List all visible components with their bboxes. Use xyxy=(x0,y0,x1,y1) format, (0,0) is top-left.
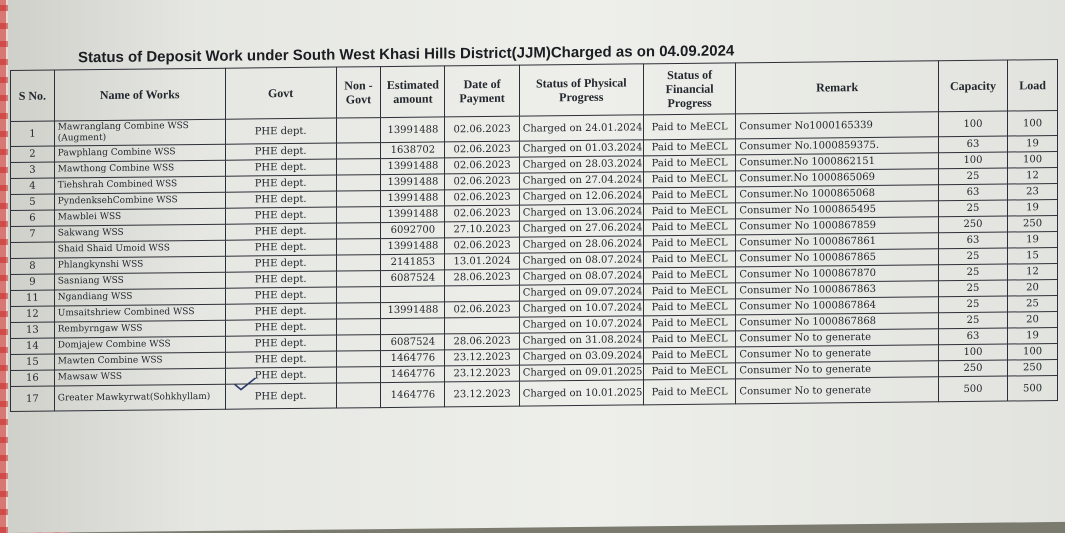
cell-non-govt xyxy=(336,175,381,191)
cell-govt: PHE dept. xyxy=(225,351,336,368)
cell-govt: PHE dept. xyxy=(225,159,336,176)
cell-name: Mawblei WSS xyxy=(54,208,225,226)
cell-financial: Paid to MeECL xyxy=(643,283,736,300)
cell-non-govt xyxy=(336,207,381,223)
cell-physical: Charged on 09.07.2024 xyxy=(519,284,643,301)
cell-sl: 11 xyxy=(11,290,55,306)
cell-physical: Charged on 31.08.2024 xyxy=(519,332,643,349)
cell-sl: 2 xyxy=(11,146,55,162)
document-sheet xyxy=(8,0,1065,533)
cell-remark: Consumer No.1000859375. xyxy=(736,137,938,155)
cell-capacity: 63 xyxy=(938,232,1007,249)
header-govt: Govt xyxy=(225,67,336,119)
cell-sl: 3 xyxy=(11,162,55,178)
cell-sl: 4 xyxy=(11,178,55,194)
cell-sl xyxy=(11,242,55,258)
cell-amount: 2141853 xyxy=(381,254,445,271)
cell-remark: Consumer No 1000867870 xyxy=(736,265,938,283)
cell-capacity: 100 xyxy=(938,111,1007,137)
cell-financial: Paid to MeECL xyxy=(643,187,736,204)
cell-date: 13.01.2024 xyxy=(445,253,519,270)
cell-load: 19 xyxy=(1008,200,1058,217)
cell-sl: 6 xyxy=(11,210,55,226)
cell-govt: PHE dept. xyxy=(225,223,336,240)
cell-govt: PHE dept. xyxy=(225,287,336,304)
cell-sl: 17 xyxy=(11,386,55,411)
cell-amount: 13991488 xyxy=(381,206,445,223)
cell-financial: Paid to MeECL xyxy=(643,114,736,140)
cell-non-govt xyxy=(336,118,381,143)
cell-load: 250 xyxy=(1008,360,1058,377)
header-sl: S No. xyxy=(11,70,55,121)
cell-sl: 12 xyxy=(11,306,55,322)
cell-govt: PHE dept. xyxy=(225,335,336,352)
cell-financial: Paid to MeECL xyxy=(643,171,736,188)
cell-remark: Consumer.No 1000865069 xyxy=(736,169,938,187)
cell-capacity: 250 xyxy=(938,360,1007,377)
cell-sl: 16 xyxy=(11,370,55,386)
cell-financial: Paid to MeECL xyxy=(643,331,736,348)
cell-govt: PHE dept. xyxy=(225,175,336,192)
document-title: Status of Deposit Work under South West Khasi Hills District(JJM)Charged as on 04.09.2024 xyxy=(78,42,735,67)
cell-load: 19 xyxy=(1008,136,1058,153)
cell-non-govt xyxy=(336,335,381,351)
cell-date: 02.06.2023 xyxy=(445,301,519,318)
cell-capacity: 63 xyxy=(938,184,1007,201)
cell-load: 15 xyxy=(1008,248,1058,265)
cell-amount: 13991488 xyxy=(381,302,445,319)
cell-sl: 13 xyxy=(11,322,55,338)
cell-govt: PHE dept. xyxy=(225,319,336,336)
cell-remark: Consumer No to generate xyxy=(736,377,938,404)
cell-non-govt xyxy=(336,239,381,255)
cell-capacity: 25 xyxy=(938,264,1007,281)
cell-govt: PHE dept. xyxy=(225,239,336,256)
cell-date: 23.12.2023 xyxy=(445,365,519,382)
cell-non-govt xyxy=(336,271,381,287)
cell-financial: Paid to MeECL xyxy=(643,299,736,316)
cell-physical: Charged on 24.01.2024 xyxy=(519,115,643,141)
cell-physical: Charged on 27.06.2024 xyxy=(519,220,643,237)
cell-capacity: 25 xyxy=(938,200,1007,217)
cell-name: Phlangkynshi WSS xyxy=(54,256,225,274)
cell-physical: Charged on 13.06.2024 xyxy=(519,204,643,221)
cell-physical: Charged on 10.07.2024 xyxy=(519,316,643,333)
cell-capacity: 63 xyxy=(938,136,1007,153)
cell-load: 12 xyxy=(1008,264,1058,281)
cell-physical: Charged on 01.03.2024 xyxy=(519,140,643,157)
header-financial: Status of Financial Progress xyxy=(643,63,736,115)
cell-name: Mawten Combine WSS xyxy=(54,352,225,370)
cell-amount: 6092700 xyxy=(381,222,445,239)
cell-name: Sasniang WSS xyxy=(54,272,225,290)
cell-date: 28.06.2023 xyxy=(445,333,519,350)
cell-govt: PHE dept. xyxy=(225,383,336,409)
header-date: Date of Payment xyxy=(445,65,519,117)
cell-govt: PHE dept. xyxy=(225,367,336,384)
cell-date: 27.10.2023 xyxy=(445,221,519,238)
cell-govt: PHE dept. xyxy=(225,271,336,288)
cell-physical: Charged on 09.01.2025 xyxy=(519,364,643,381)
cell-load: 100 xyxy=(1008,344,1058,361)
cell-amount: 13991488 xyxy=(381,117,445,143)
cell-name: Ngandiang WSS xyxy=(54,288,225,306)
cell-financial: Paid to MeECL xyxy=(643,379,736,405)
cell-financial: Paid to MeECL xyxy=(643,235,736,252)
cell-capacity: 25 xyxy=(938,168,1007,185)
cell-sl: 1 xyxy=(11,121,55,146)
cell-load: 20 xyxy=(1008,312,1058,329)
cell-non-govt xyxy=(336,223,381,239)
cell-name: PyndenksehCombine WSS xyxy=(54,192,225,210)
cell-name: Domjajew Combine WSS xyxy=(54,336,225,354)
cell-remark: Consumer No 1000867864 xyxy=(736,297,938,315)
cell-financial: Paid to MeECL xyxy=(643,315,736,332)
cell-capacity: 250 xyxy=(938,216,1007,233)
cell-remark: Consumer No 1000867863 xyxy=(736,281,938,299)
cell-date: 02.06.2023 xyxy=(445,189,519,206)
cell-date: 02.06.2023 xyxy=(445,116,519,142)
cell-physical: Charged on 10.07.2024 xyxy=(519,300,643,317)
cell-non-govt xyxy=(336,367,381,383)
cell-amount: 13991488 xyxy=(381,158,445,175)
cell-physical: Charged on 08.07.2024 xyxy=(519,268,643,285)
cell-sl: 5 xyxy=(11,194,55,210)
cell-date xyxy=(445,317,519,334)
cell-govt: PHE dept. xyxy=(225,303,336,320)
cell-date: 28.06.2023 xyxy=(445,269,519,286)
cell-name: Sakwang WSS xyxy=(54,224,225,242)
header-name: Name of Works xyxy=(54,68,225,121)
cell-load: 19 xyxy=(1008,328,1058,345)
cell-amount: 1464776 xyxy=(381,366,445,383)
cell-capacity: 25 xyxy=(938,280,1007,297)
cell-physical: Charged on 28.03.2024 xyxy=(519,156,643,173)
header-remark: Remark xyxy=(736,61,938,114)
cell-non-govt xyxy=(336,255,381,271)
cell-date: 02.06.2023 xyxy=(445,173,519,190)
cell-physical: Charged on 28.06.2024 xyxy=(519,236,643,253)
cell-amount: 1638702 xyxy=(381,142,445,159)
cell-name: Pawphlang Combine WSS xyxy=(54,144,225,162)
cell-capacity: 500 xyxy=(938,376,1007,402)
cell-date: 02.06.2023 xyxy=(445,205,519,222)
cell-capacity: 25 xyxy=(938,296,1007,313)
cell-financial: Paid to MeECL xyxy=(643,155,736,172)
header-physical: Status of Physical Progress xyxy=(519,64,643,116)
cell-name: Greater Mawkyrwat(Sohkhyllam) xyxy=(54,384,225,411)
cell-remark: Consumer.No 1000862151 xyxy=(736,153,938,171)
cell-govt: PHE dept. xyxy=(225,191,336,208)
cell-non-govt xyxy=(336,143,381,159)
cell-capacity: 100 xyxy=(938,344,1007,361)
table-body xyxy=(11,111,1058,412)
cell-amount xyxy=(381,318,445,335)
cell-remark: Consumer No to generate xyxy=(736,345,938,363)
cell-remark: Consumer No to generate xyxy=(736,361,938,379)
cell-govt: PHE dept. xyxy=(225,255,336,272)
cell-sl: 14 xyxy=(11,338,55,354)
cell-name: Shaid Shaid Umoid WSS xyxy=(54,240,225,258)
cell-date: 23.12.2023 xyxy=(445,349,519,366)
cell-name: Mawsaw WSS xyxy=(54,368,225,386)
cell-sl: 9 xyxy=(11,274,55,290)
cell-capacity: 25 xyxy=(938,312,1007,329)
header-capacity: Capacity xyxy=(938,60,1007,112)
cell-date: 02.06.2023 xyxy=(445,237,519,254)
cell-non-govt xyxy=(336,303,381,319)
cell-physical: Charged on 10.01.2025 xyxy=(519,380,643,406)
cell-amount: 6087524 xyxy=(381,270,445,287)
cell-load: 19 xyxy=(1008,232,1058,249)
cell-date: 23.12.2023 xyxy=(445,381,519,407)
cell-capacity: 100 xyxy=(938,152,1007,169)
header-non-govt: Non - Govt xyxy=(336,67,381,118)
cell-date: 02.06.2023 xyxy=(445,141,519,158)
header-load: Load xyxy=(1008,60,1058,112)
cell-non-govt xyxy=(336,383,381,408)
cell-name: Rembyrngaw WSS xyxy=(54,320,225,338)
cell-amount: 13991488 xyxy=(381,238,445,255)
cell-financial: Paid to MeECL xyxy=(643,267,736,284)
cell-govt: PHE dept. xyxy=(225,143,336,160)
cell-load: 100 xyxy=(1008,152,1058,169)
cell-remark: Consumer No 1000867868 xyxy=(736,313,938,331)
cell-amount: 13991488 xyxy=(381,190,445,207)
cell-load: 12 xyxy=(1008,168,1058,185)
cell-name: Umsaitshriew Combined WSS xyxy=(54,304,225,322)
cell-capacity: 63 xyxy=(938,328,1007,345)
cell-non-govt xyxy=(336,287,381,303)
cell-load: 500 xyxy=(1008,376,1058,402)
cell-financial: Paid to MeECL xyxy=(643,219,736,236)
cell-financial: Paid to MeECL xyxy=(643,139,736,156)
cell-remark: Consumer No1000165339 xyxy=(736,112,938,139)
deposit-work-table xyxy=(10,59,1058,412)
cell-name: Mawthong Combine WSS xyxy=(54,160,225,178)
cell-amount: 1464776 xyxy=(381,350,445,367)
cell-remark: Consumer No 1000867861 xyxy=(736,233,938,251)
cell-amount: 6087524 xyxy=(381,334,445,351)
cell-physical: Charged on 03.09.2024 xyxy=(519,348,643,365)
cell-load: 100 xyxy=(1008,111,1058,137)
cell-sl: 8 xyxy=(11,258,55,274)
cell-load: 25 xyxy=(1008,296,1058,313)
cell-remark: Consumer No 1000865495 xyxy=(736,201,938,219)
cell-load: 20 xyxy=(1008,280,1058,297)
cell-remark: Consumer.No 1000865068 xyxy=(736,185,938,203)
handwritten-tick-mark xyxy=(234,377,256,391)
cell-load: 250 xyxy=(1008,216,1058,233)
cell-non-govt xyxy=(336,351,381,367)
cell-financial: Paid to MeECL xyxy=(643,251,736,268)
cell-remark: Consumer No 1000867865 xyxy=(736,249,938,267)
cell-remark: Consumer No to generate xyxy=(736,329,938,347)
cell-financial: Paid to MeECL xyxy=(643,347,736,364)
cell-financial: Paid to MeECL xyxy=(643,203,736,220)
cell-date: 02.06.2023 xyxy=(445,157,519,174)
cell-physical: Charged on 08.07.2024 xyxy=(519,252,643,269)
cell-amount xyxy=(381,286,445,303)
cell-financial: Paid to MeECL xyxy=(643,363,736,380)
cell-load: 23 xyxy=(1008,184,1058,201)
cell-remark: Consumer No 1000867859 xyxy=(736,217,938,235)
cell-name: Mawranglang Combine WSS (Augment) xyxy=(54,119,225,146)
cell-govt: PHE dept. xyxy=(225,118,336,144)
cell-non-govt xyxy=(336,191,381,207)
cell-physical: Charged on 27.04.2024 xyxy=(519,172,643,189)
cell-physical: Charged on 12.06.2024 xyxy=(519,188,643,205)
cell-non-govt xyxy=(336,319,381,335)
header-estimated: Estimated amount xyxy=(381,66,445,118)
cell-amount: 13991488 xyxy=(381,174,445,191)
cell-govt: PHE dept. xyxy=(225,207,336,224)
cell-date xyxy=(445,285,519,302)
cell-capacity: 25 xyxy=(938,248,1007,265)
cell-sl: 15 xyxy=(11,354,55,370)
cell-sl: 7 xyxy=(11,226,55,242)
cell-amount: 1464776 xyxy=(381,382,445,408)
cell-non-govt xyxy=(336,159,381,175)
cell-name: Tiehshrah Combined WSS xyxy=(54,176,225,194)
